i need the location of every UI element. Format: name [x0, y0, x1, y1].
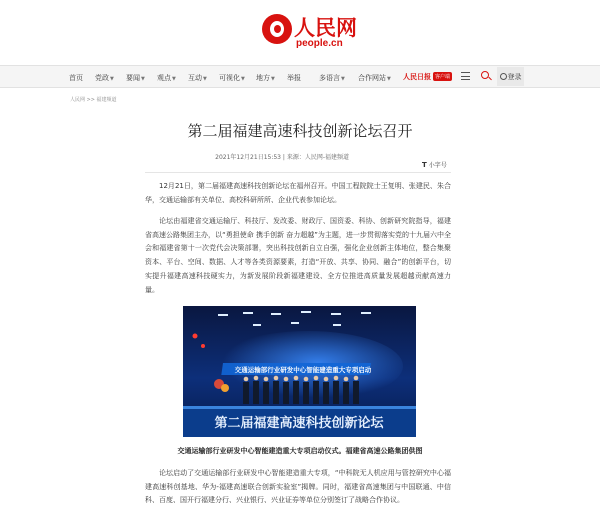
chevron-down-icon: ▼	[172, 76, 176, 82]
app-logo: 人民日报	[403, 71, 431, 81]
font-size-toggle[interactable]	[422, 160, 447, 169]
text-size-icon: T	[422, 161, 427, 169]
nav-item-label: 合作网站	[358, 74, 386, 82]
event-stage-image	[183, 306, 416, 437]
breadcrumb[interactable]: 人民网 >> 福建频道	[70, 97, 117, 103]
nav-item-local[interactable]	[256, 73, 275, 83]
site-header	[0, 0, 600, 66]
nav-item-interact[interactable]	[188, 73, 207, 83]
login-label: 登录	[507, 72, 522, 81]
title-divider	[145, 172, 451, 173]
nav-item-label: 观点	[157, 74, 171, 82]
nav-item-report[interactable]	[287, 73, 301, 83]
nav-item-label: 首页	[69, 74, 83, 82]
photo-banner-text: 交通运输部行业研发中心智能建造重大专项启动	[234, 366, 372, 374]
menu-icon[interactable]	[461, 72, 470, 80]
site-logo[interactable]	[262, 12, 374, 52]
chevron-down-icon: ▼	[271, 76, 275, 82]
nav-item-politics[interactable]	[95, 73, 114, 83]
login-button[interactable]	[497, 67, 524, 86]
nav-item-label: 地方	[256, 74, 270, 82]
chevron-down-icon: ▼	[141, 76, 145, 82]
article-photo	[183, 306, 416, 437]
nav-item-visual[interactable]	[219, 73, 245, 83]
main-nav	[0, 66, 600, 88]
search-icon[interactable]	[481, 71, 489, 79]
photo-backdrop-text: 第二届福建高速科技创新论坛	[214, 416, 384, 431]
nav-item-label: 互动	[188, 74, 202, 82]
chevron-down-icon: ▼	[341, 76, 345, 82]
logo-chinese-text: 人民网	[294, 15, 357, 40]
font-size-label: 小字号	[428, 162, 447, 169]
article-paragraph: 论坛启动了交通运输部行业研发中心智能建造重大专项，“中科院无人机应用与管控研究中心福建高速科创基地、华为-福建高速联合创新实验室”揭牌。同时，福建省高速集团与中国联通、中信科、百度、国开行福建分行、兴业银行、兴业证券等单位分别签订了战略合作协议。	[145, 469, 451, 505]
chevron-down-icon: ▼	[203, 76, 207, 82]
chevron-down-icon: ▼	[110, 76, 114, 82]
nav-item-label: 举报	[287, 74, 301, 82]
app-badge: 客户端	[435, 74, 451, 80]
app-download-link[interactable]	[403, 70, 452, 83]
nav-item-label: 党政	[95, 74, 109, 82]
article-paragraph: 论坛由福建省交通运输厅、科技厅、发改委、财政厅、国资委、科协、创新研究院指导，福建省高速公路集团主办，以“勇担使命 携手创新 奋力超越”为主题，进一步贯彻落实党的十九届六中全会和福建省第十一次党代会决策部署，突出科技创新自立自强，强化企业创新主体地位，整合集聚资本、平台、空间、数据、人才等各类资源要素，打造“开放、共享、协同、融合”的创新平台，切实提升福建高速科技硬实力，为新发展阶段新福建建设、全方位推进高质量发展超越贡献高速力量。	[145, 217, 451, 294]
user-icon	[500, 73, 507, 80]
photo-caption: 交通运输部行业研发中心智能建造重大专项启动仪式。福建省高速公路集团供图	[177, 447, 423, 455]
nav-item-languages[interactable]	[319, 73, 345, 83]
article-title: 第二届福建高速科技创新论坛召开	[187, 122, 413, 140]
chevron-down-icon: ▼	[241, 76, 245, 82]
article-paragraph: 12月21日，第二届福建高速科技创新论坛在福州召开。中国工程院院士王复明、张建民、朱合华，交通运输部有关单位、高校科研所所、企业代表参加论坛。	[145, 182, 451, 204]
nav-item-opinion[interactable]	[157, 73, 176, 83]
logo-english-text: people.cn	[296, 38, 343, 49]
chevron-down-icon: ▼	[387, 76, 391, 82]
nav-item-home[interactable]	[69, 73, 83, 83]
nav-item-partners[interactable]	[358, 73, 391, 83]
nav-item-label: 可视化	[219, 74, 240, 82]
article-meta: 2021年12月21日15:53 | 来源：人民网-福建频道	[215, 154, 349, 161]
nav-item-news[interactable]	[126, 73, 145, 83]
nav-item-label: 要闻	[126, 74, 140, 82]
logo-emblem-icon	[262, 14, 292, 44]
nav-item-label: 多语言	[319, 74, 340, 82]
